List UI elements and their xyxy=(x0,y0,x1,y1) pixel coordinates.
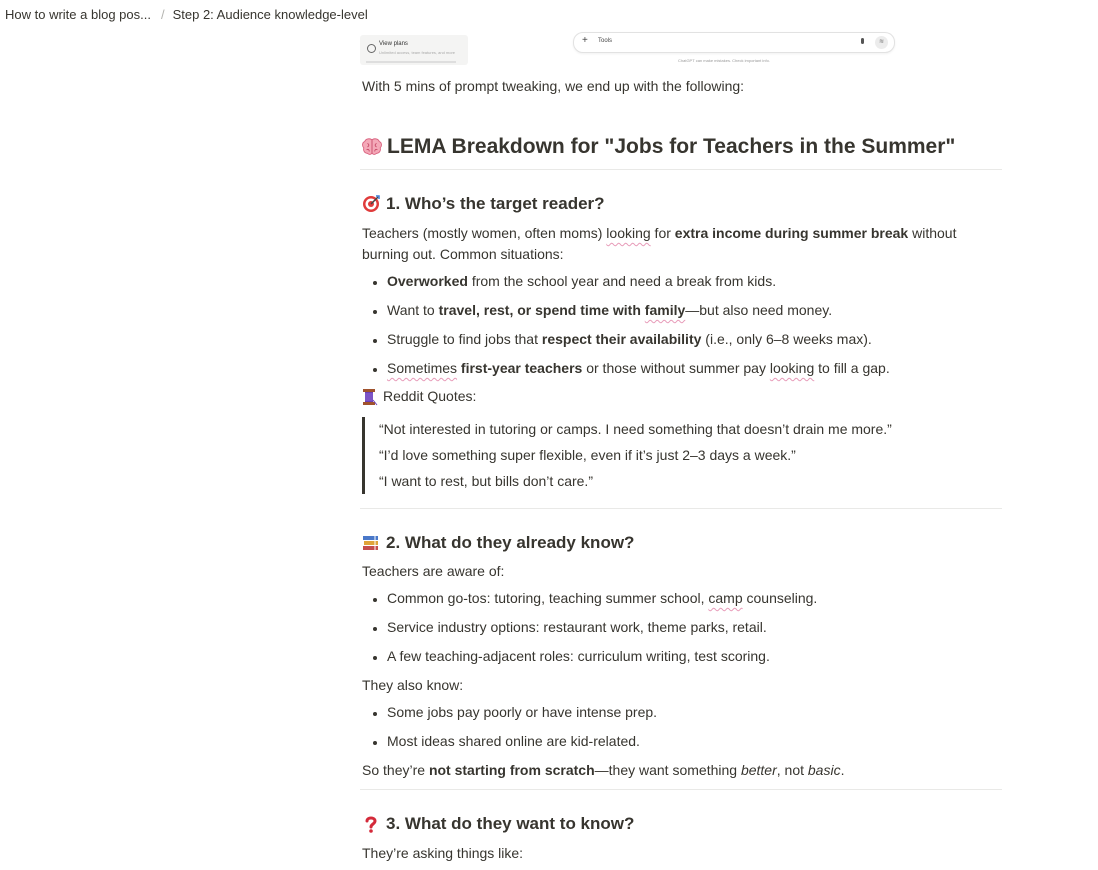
voice-mode-icon: ≋ xyxy=(875,36,888,49)
spellcheck-word[interactable]: camp xyxy=(708,590,743,606)
page-title-text: LEMA Breakdown for "Jobs for Teachers in the Summer" xyxy=(387,135,956,158)
section-paragraph: They also know: xyxy=(362,677,464,693)
text-run: , not xyxy=(776,762,808,778)
bold-text: Overworked xyxy=(387,273,468,289)
italic-text: better xyxy=(740,762,777,778)
section-heading-already-know xyxy=(362,531,1000,555)
section-paragraph: They’re asking things like: xyxy=(362,845,524,861)
quote-line: “I’d love something super flexible, even if it’s just 2–3 days a week.” xyxy=(379,447,796,463)
bold-text: first-year teachers xyxy=(460,360,583,376)
bullet-list xyxy=(362,271,1000,379)
list-item xyxy=(387,358,1000,379)
section-heading-text: 3. What do they want to know? xyxy=(386,814,635,833)
breadcrumb xyxy=(5,7,368,22)
thread-spool-icon xyxy=(362,388,378,406)
list-item xyxy=(387,271,1000,292)
italic-text: basic xyxy=(807,762,841,778)
text-run: . xyxy=(840,762,845,778)
breadcrumb-separator: / xyxy=(160,7,165,22)
quotes-label xyxy=(362,386,1000,407)
page-title xyxy=(362,133,1000,161)
plan-card-title: View plans xyxy=(379,41,408,47)
text-run: Common go-tos: tutoring, teaching summer school, xyxy=(387,590,709,606)
section-paragraph: Teachers are aware of: xyxy=(362,563,505,579)
bold-text: extra income during summer break xyxy=(674,225,909,241)
intro-paragraph: With 5 mins of prompt tweaking, we end up with the following: xyxy=(362,78,745,94)
plan-card-scrollbar xyxy=(366,61,456,63)
divider xyxy=(360,789,1002,790)
text-run: without burning out. Common situations: xyxy=(362,225,957,262)
text-run: counseling. xyxy=(742,590,818,606)
plan-icon xyxy=(367,44,376,53)
quote-line: “Not interested in tutoring or camps. I need something that doesn’t drain me more.” xyxy=(379,421,892,437)
list-item xyxy=(387,588,1000,609)
bullet-list xyxy=(362,702,1000,752)
spellcheck-word[interactable]: Sometimes xyxy=(387,360,458,376)
text-run: Want to xyxy=(387,302,439,318)
microphone-icon xyxy=(861,38,864,44)
embedded-chat-input-image xyxy=(573,32,895,53)
divider xyxy=(360,508,1002,509)
spellcheck-word[interactable]: family xyxy=(644,302,686,318)
section-paragraph xyxy=(362,223,1000,265)
bullet-list xyxy=(362,588,1000,667)
text-run: (i.e., only 6–8 weeks max). xyxy=(701,331,872,347)
plus-icon: + xyxy=(582,35,588,46)
quote-line: “I want to rest, but bills don’t care.” xyxy=(379,473,593,489)
section-heading-text: 1. Who’s the target reader? xyxy=(386,194,605,213)
list-item xyxy=(387,329,1000,350)
bold-text: not starting from scratch xyxy=(428,762,595,778)
tools-label: Tools xyxy=(598,38,613,44)
spellcheck-word[interactable]: looking xyxy=(606,225,651,241)
bold-text: respect their availability xyxy=(541,331,702,347)
text-run: —but also need money. xyxy=(685,302,833,318)
list-item: • A few teaching-adjacent roles: curriculum writing, test scoring. xyxy=(387,646,1000,667)
list-item xyxy=(387,300,1000,321)
books-icon xyxy=(362,534,380,552)
chat-disclaimer: ChatGPT can make mistakes. Check important info. xyxy=(678,58,770,63)
list-item: • Most ideas shared online are kid-related. xyxy=(387,731,1000,752)
red-question-mark-icon xyxy=(362,815,380,833)
text-run: to fill a gap. xyxy=(814,360,890,376)
target-icon xyxy=(362,195,380,213)
section-heading-want-to-know xyxy=(362,812,1000,836)
plan-card-subtitle: Unlimited access, team features, and more xyxy=(379,50,456,55)
section-paragraph xyxy=(362,760,1000,781)
breadcrumb-item-parent[interactable]: How to write a blog pos... xyxy=(5,7,151,22)
text-run: Teachers (mostly women, often moms) xyxy=(362,225,607,241)
list-item: • Service industry options: restaurant work, theme parks, retail. xyxy=(387,617,1000,638)
breadcrumb-item-current[interactable]: Step 2: Audience knowledge-level xyxy=(172,7,368,22)
text-run: Struggle to find jobs that xyxy=(387,331,542,347)
spellcheck-word[interactable]: looking xyxy=(769,360,815,376)
embedded-plan-card-image xyxy=(360,35,468,65)
brain-icon xyxy=(362,137,382,157)
text-run: for xyxy=(650,225,675,241)
list-item: • Some jobs pay poorly or have intense prep. xyxy=(387,702,1000,723)
text-run: travel, rest, or spend time with xyxy=(438,302,645,318)
page-content xyxy=(362,74,1000,864)
text-run: —they want something xyxy=(594,762,741,778)
section-heading-text: 2. What do they already know? xyxy=(386,533,635,552)
text-run: So they’re xyxy=(362,762,429,778)
text-run: from the school year and need a break from kids. xyxy=(467,273,777,289)
section-heading-target-reader xyxy=(362,192,1000,216)
quotes-label-text: Reddit Quotes: xyxy=(383,388,477,404)
text-run: or those without summer pay xyxy=(582,360,770,376)
bold-text xyxy=(439,302,686,318)
reddit-quotes-block xyxy=(362,417,1000,494)
divider xyxy=(360,169,1002,170)
